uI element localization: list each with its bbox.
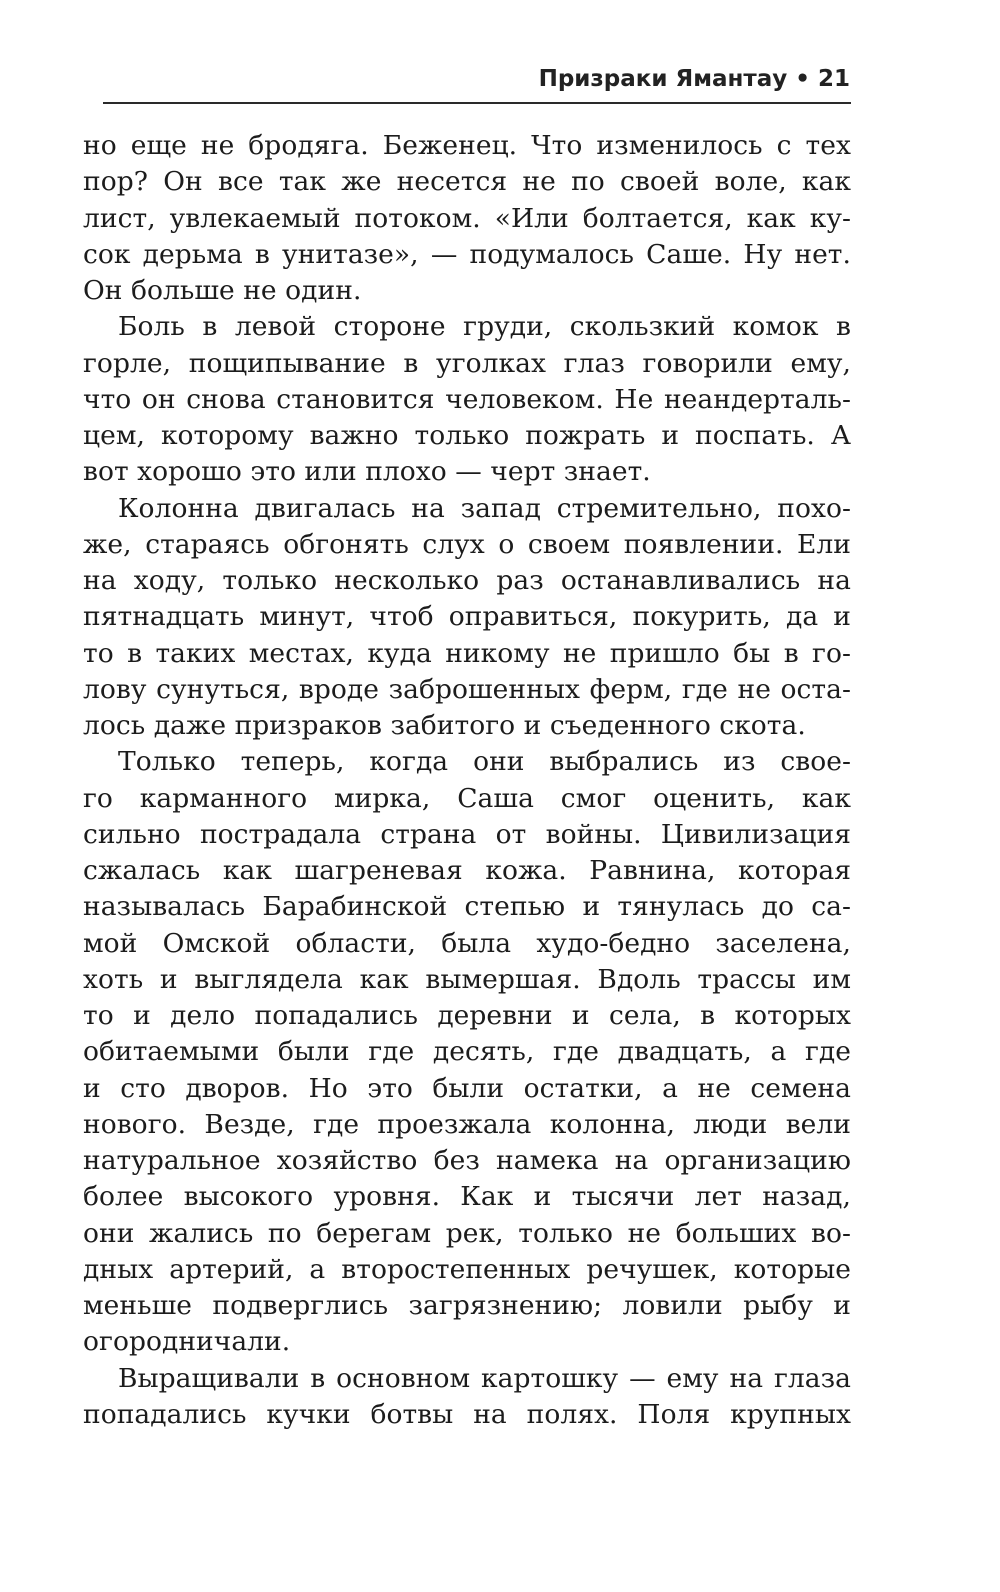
text-line: лову сунуться, вроде заброшенных ферм, где не оста- [83, 673, 851, 705]
text-line: что он снова становится человеком. Не неандерталь- [83, 383, 851, 415]
text-line: цем, которому важно только пожрать и поспать. А [83, 420, 851, 451]
text-line: пор? Он все так же несется не по своей воле, как [83, 166, 851, 198]
text-line: но еще не бродяга. Беженец. Что изменилось с тех [83, 130, 851, 161]
text-line: Выращивали в основном картошку — ему на глаза [118, 1362, 851, 1394]
text-line: обитаемыми были где десять, где двадцать, а где [83, 1036, 851, 1068]
text-line: попадались кучки ботвы на полях. Поля крупных [83, 1398, 851, 1430]
text-line: натуральное хозяйство без намека на организацию [83, 1145, 851, 1176]
text-line: и сто дворов. Но это были остатки, а не семена [83, 1072, 851, 1104]
running-header: Призраки Ямантау • 21 [538, 66, 850, 92]
text-line: меньше подверглись загрязнению; ловили рыбу и [83, 1290, 851, 1321]
text-line: то и дело попадались деревни и села, в которых [83, 1000, 851, 1031]
text-line: нового. Везде, где проезжала колонна, люди вели [83, 1108, 851, 1140]
text-line: мой Омской области, была худо-бедно заселена, [83, 927, 851, 959]
text-line: на ходу, только несколько раз останавливались на [83, 565, 851, 596]
text-line: сильно пострадала страна от войны. Цивилизация [83, 818, 851, 850]
text-line: сок дерьма в унитазе», — подумалось Саше. Ну нет. [83, 238, 851, 270]
text-line: Боль в левой стороне груди, скользкий комок в [118, 311, 851, 343]
text-line: сжалась как шагреневая кожа. Равнина, которая [83, 855, 851, 886]
header-rule [103, 102, 851, 104]
text-line: вот хорошо это или плохо — черт знает. [83, 456, 651, 488]
text-line: горле, пощипывание в уголках глаз говорили ему, [83, 347, 851, 379]
text-line: го карманного мирка, Саша смог оценить, как [83, 782, 851, 814]
body-text [83, 128, 851, 1433]
text-line: называлась Барабинской степью и тянулась до са- [83, 891, 851, 923]
text-line: хоть и выглядела как вымершая. Вдоль трассы им [83, 963, 851, 995]
text-line: же, стараясь обгонять слух о своем появлении. Ели [83, 528, 851, 560]
text-line: то в таких местах, куда никому не пришло бы в го- [83, 637, 851, 669]
text-line: они жались по берегам рек, только не больших во- [83, 1217, 851, 1249]
text-line: пятнадцать минут, чтоб оправиться, покурить, да и [83, 601, 851, 633]
text-line: огородничали. [83, 1326, 291, 1358]
text-line: Колонна двигалась на запад стремительно, похо- [118, 492, 851, 524]
text-line: Только теперь, когда они выбрались из свое- [118, 746, 851, 778]
text-line: лист, увлекаемый потоком. «Или болтается, как ку- [83, 202, 851, 234]
text-line: более высокого уровня. Как и тысячи лет назад, [83, 1181, 851, 1213]
text-line: Он больше не один. [83, 275, 362, 306]
text-line: дных артерий, а второстепенных речушек, которые [83, 1253, 851, 1285]
text-line: лось даже призраков забитого и съеденного скота. [83, 710, 806, 741]
